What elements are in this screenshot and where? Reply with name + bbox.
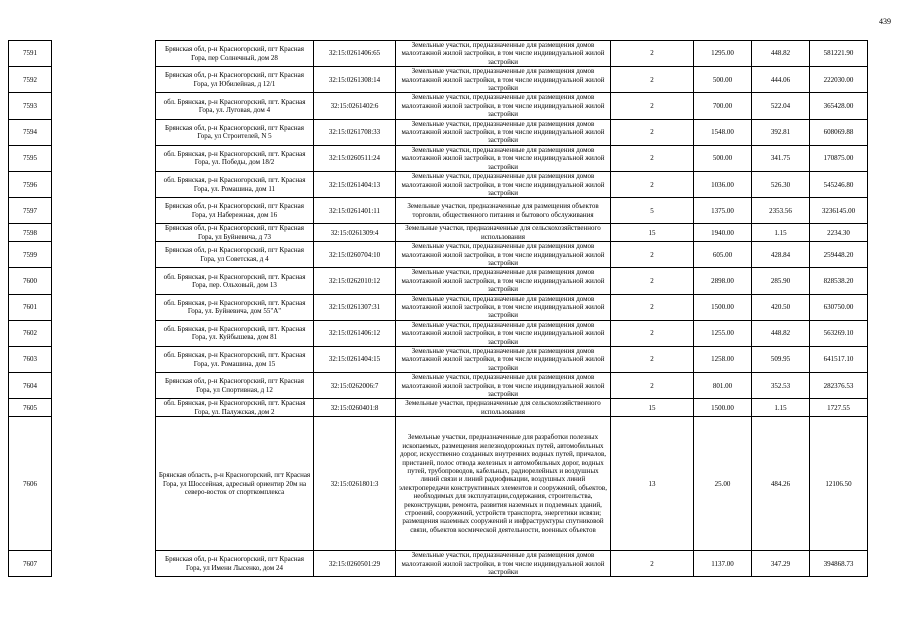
cadastral-value-cell: 1727.55 xyxy=(810,399,868,417)
cadastral-number-cell: 32:15:0262010:12 xyxy=(314,268,396,294)
cadastral-number-cell: 32:15:0261404:15 xyxy=(314,347,396,373)
land-use-cell: Земельные участки, предназначенные для размещения объектов торговли, общественного питания и бытового обслуживания xyxy=(396,198,611,224)
row-number: 7593 xyxy=(9,93,52,119)
area-cell: 1548.00 xyxy=(694,119,752,145)
table-row xyxy=(9,294,868,320)
row-number: 7596 xyxy=(9,172,52,198)
group-cell: 13 xyxy=(611,417,694,551)
area-cell: 1258.00 xyxy=(694,347,752,373)
address-cell: Брянская обл, р-н Красногорский, пгт Красная Гора, пер Солнечный, дом 28 xyxy=(156,41,314,67)
blank-gap xyxy=(52,172,156,198)
blank-gap xyxy=(52,242,156,268)
land-use-cell: Земельные участки, предназначенные для размещения домов малоэтажной жилой застройки, в том числе индивидуальной жилой застройки xyxy=(396,172,611,198)
group-cell: 2 xyxy=(611,172,694,198)
cadastral-value-cell: 563269.10 xyxy=(810,320,868,346)
cadastral-number-cell: 32:15:0260704:10 xyxy=(314,242,396,268)
group-cell: 2 xyxy=(611,242,694,268)
area-cell: 1500.00 xyxy=(694,399,752,417)
cadastral-number-cell: 32:15:0261406:12 xyxy=(314,320,396,346)
row-number: 7603 xyxy=(9,347,52,373)
cadastral-value-cell: 608069.88 xyxy=(810,119,868,145)
cadastral-value-cell: 282376.53 xyxy=(810,373,868,399)
blank-gap xyxy=(52,399,156,417)
cadastral-value-table xyxy=(8,40,868,577)
blank-gap xyxy=(52,145,156,171)
cadastral-number-cell: 32:15:0261404:13 xyxy=(314,172,396,198)
land-use-cell: Земельные участки, предназначенные для размещения домов малоэтажной жилой застройки, в том числе индивидуальной жилой застройки xyxy=(396,551,611,577)
blank-gap xyxy=(52,41,156,67)
address-cell: обл. Брянская, р-н Красногорский, пгт. Красная Гора, ул. Победы, дом 18/2 xyxy=(156,145,314,171)
blank-gap xyxy=(52,268,156,294)
blank-gap xyxy=(52,93,156,119)
area-cell: 25.00 xyxy=(694,417,752,551)
land-use-cell: Земельные участки, предназначенные для размещения домов малоэтажной жилой застройки, в том числе индивидуальной жилой застройки xyxy=(396,373,611,399)
address-cell: Брянская область, р-н Красногорский, пгт Красная Гора, ул Шоссейная, адресный ориентир 20м на северо-восток от спорткомплекса xyxy=(156,417,314,551)
area-cell: 801.00 xyxy=(694,373,752,399)
cadastral-value-cell: 170875.00 xyxy=(810,145,868,171)
area-cell: 1036.00 xyxy=(694,172,752,198)
specific-value-cell: 428.84 xyxy=(752,242,810,268)
group-cell: 2 xyxy=(611,320,694,346)
cadastral-value-cell: 222030.00 xyxy=(810,67,868,93)
cadastral-number-cell: 32:15:0261801:3 xyxy=(314,417,396,551)
specific-value-cell: 526.30 xyxy=(752,172,810,198)
blank-gap xyxy=(52,373,156,399)
cadastral-number-cell: 32:15:0261708:33 xyxy=(314,119,396,145)
row-number: 7598 xyxy=(9,224,52,242)
row-number: 7602 xyxy=(9,320,52,346)
address-cell: обл. Брянская, р-н Красногорский, пгт. Красная Гора, пер. Ольховый, дом 13 xyxy=(156,268,314,294)
group-cell: 2 xyxy=(611,551,694,577)
blank-gap xyxy=(52,551,156,577)
blank-gap xyxy=(52,347,156,373)
cadastral-number-cell: 32:15:0260501:29 xyxy=(314,551,396,577)
row-number: 7599 xyxy=(9,242,52,268)
table-row xyxy=(9,320,868,346)
blank-gap xyxy=(52,417,156,551)
address-cell: Брянская обл, р-н Красногорский, пгт Красная Гора, ул Спортивная, д 12 xyxy=(156,373,314,399)
area-cell: 1500.00 xyxy=(694,294,752,320)
land-use-cell: Земельные участки, предназначенные для размещения домов малоэтажной жилой застройки, в том числе индивидуальной жилой застройки xyxy=(396,145,611,171)
table-row xyxy=(9,145,868,171)
table-row xyxy=(9,67,868,93)
area-cell: 1137.00 xyxy=(694,551,752,577)
cadastral-number-cell: 32:15:0260401:8 xyxy=(314,399,396,417)
land-use-cell: Земельные участки, предназначенные для размещения домов малоэтажной жилой застройки, в том числе индивидуальной жилой застройки xyxy=(396,242,611,268)
table-row xyxy=(9,399,868,417)
specific-value-cell: 484.26 xyxy=(752,417,810,551)
group-cell: 15 xyxy=(611,224,694,242)
land-use-cell: Земельные участки, предназначенные для размещения домов малоэтажной жилой застройки, в том числе индивидуальной жилой застройки xyxy=(396,294,611,320)
cadastral-value-cell: 394868.73 xyxy=(810,551,868,577)
area-cell: 1255.00 xyxy=(694,320,752,346)
specific-value-cell: 2353.56 xyxy=(752,198,810,224)
specific-value-cell: 1.15 xyxy=(752,399,810,417)
row-number: 7607 xyxy=(9,551,52,577)
cadastral-value-cell: 630750.00 xyxy=(810,294,868,320)
address-cell: Брянская обл, р-н Красногорский, пгт Красная Гора, ул Имени Лысенко, дом 24 xyxy=(156,551,314,577)
group-cell: 2 xyxy=(611,268,694,294)
group-cell: 2 xyxy=(611,67,694,93)
address-cell: Брянская обл, р-н Красногорский, пгт Красная Гора, ул Буйневича, д 73 xyxy=(156,224,314,242)
group-cell: 2 xyxy=(611,93,694,119)
table-row xyxy=(9,242,868,268)
blank-gap xyxy=(52,294,156,320)
cadastral-number-cell: 32:15:0261309:4 xyxy=(314,224,396,242)
row-number: 7595 xyxy=(9,145,52,171)
group-cell: 2 xyxy=(611,294,694,320)
address-cell: Брянская обл, р-н Красногорский, пгт Красная Гора, ул Набережная, дом 16 xyxy=(156,198,314,224)
cadastral-number-cell: 32:15:0260511:24 xyxy=(314,145,396,171)
table-row xyxy=(9,417,868,551)
area-cell: 1375.00 xyxy=(694,198,752,224)
blank-gap xyxy=(52,67,156,93)
row-number: 7606 xyxy=(9,417,52,551)
table-row xyxy=(9,551,868,577)
land-use-cell: Земельные участки, предназначенные для размещения домов малоэтажной жилой застройки, в том числе индивидуальной жилой застройки xyxy=(396,320,611,346)
area-cell: 700.00 xyxy=(694,93,752,119)
table-row xyxy=(9,172,868,198)
table-row xyxy=(9,373,868,399)
area-cell: 1940.00 xyxy=(694,224,752,242)
specific-value-cell: 448.82 xyxy=(752,41,810,67)
table-row xyxy=(9,268,868,294)
row-number: 7604 xyxy=(9,373,52,399)
group-cell: 2 xyxy=(611,373,694,399)
specific-value-cell: 285.90 xyxy=(752,268,810,294)
cadastral-value-cell: 3236145.00 xyxy=(810,198,868,224)
table-row xyxy=(9,93,868,119)
area-cell: 2898.00 xyxy=(694,268,752,294)
specific-value-cell: 420.50 xyxy=(752,294,810,320)
table-row xyxy=(9,119,868,145)
specific-value-cell: 341.75 xyxy=(752,145,810,171)
group-cell: 2 xyxy=(611,119,694,145)
address-cell: обл. Брянская, р-н Красногорский, пгт. Красная Гора, ул. Ромашина, дом 15 xyxy=(156,347,314,373)
land-use-cell: Земельные участки, предназначенные для сельскохозяйственного использования xyxy=(396,399,611,417)
area-cell: 500.00 xyxy=(694,145,752,171)
address-cell: Брянская обл, р-н Красногорский, пгт Красная Гора, ул Юбилейная, д 12/1 xyxy=(156,67,314,93)
area-cell: 605.00 xyxy=(694,242,752,268)
address-cell: Брянская обл, р-н Красногорский, пгт Красная Гора, ул Советская, д 4 xyxy=(156,242,314,268)
specific-value-cell: 522.04 xyxy=(752,93,810,119)
group-cell: 2 xyxy=(611,41,694,67)
row-number: 7597 xyxy=(9,198,52,224)
table-row xyxy=(9,41,868,67)
address-cell: обл. Брянская, р-н Красногорский, пгт. Красная Гора, ул. Буйневича, дом 55"А" xyxy=(156,294,314,320)
cadastral-value-cell: 545246.80 xyxy=(810,172,868,198)
specific-value-cell: 392.81 xyxy=(752,119,810,145)
blank-gap xyxy=(52,320,156,346)
specific-value-cell: 444.06 xyxy=(752,67,810,93)
address-cell: обл. Брянская, р-н Красногорский, пгт. Красная Гора, ул. Палужская, дом 2 xyxy=(156,399,314,417)
land-use-cell: Земельные участки, предназначенные для размещения домов малоэтажной жилой застройки, в том числе индивидуальной жилой застройки xyxy=(396,268,611,294)
cadastral-number-cell: 32:15:0261401:11 xyxy=(314,198,396,224)
cadastral-value-cell: 259448.20 xyxy=(810,242,868,268)
cadastral-number-cell: 32:15:0261402:6 xyxy=(314,93,396,119)
land-use-cell: Земельные участки, предназначенные для размещения домов малоэтажной жилой застройки, в том числе индивидуальной жилой застройки xyxy=(396,347,611,373)
group-cell: 5 xyxy=(611,198,694,224)
cadastral-value-cell: 641517.10 xyxy=(810,347,868,373)
group-cell: 2 xyxy=(611,145,694,171)
cadastral-number-cell: 32:15:0262006:7 xyxy=(314,373,396,399)
land-use-cell: Земельные участки, предназначенные для размещения домов малоэтажной жилой застройки, в том числе индивидуальной жилой застройки xyxy=(396,41,611,67)
row-number: 7605 xyxy=(9,399,52,417)
address-cell: обл. Брянская, р-н Красногорский, пгт. Красная Гора, ул. Луговая, дом 4 xyxy=(156,93,314,119)
land-use-cell: Земельные участки, предназначенные для разработки полезных ископаемых, размещения железнодорожных путей, автомобильных дорог, искусственно созданных внутренних водных путей, причалов, пристаней, полос отвода железных и автомобильных дорог, водных путей, трубопроводов, кабельных, радиорелейных и воздушных линий связи и линий радиофикации, воздушных линий электропередачи конструктивных элементов и сооружений, объектов, необходимых для эксплуатации,содержания, строительства, реконструкции, ремонта, развития наземных и подземных зданий, строений, сооружений, устройств транспорта, энергетики исвязи; размещения наземных сооружений и инфраструктуры спутниковой связи, объектов космической деятельности, военных объектов xyxy=(396,417,611,551)
specific-value-cell: 352.53 xyxy=(752,373,810,399)
land-use-cell: Земельные участки, предназначенные для размещения домов малоэтажной жилой застройки, в том числе индивидуальной жилой застройки xyxy=(396,93,611,119)
specific-value-cell: 448.82 xyxy=(752,320,810,346)
specific-value-cell: 509.95 xyxy=(752,347,810,373)
cadastral-value-cell: 12106.50 xyxy=(810,417,868,551)
area-cell: 1295.00 xyxy=(694,41,752,67)
blank-gap xyxy=(52,198,156,224)
page-number: 439 xyxy=(879,17,891,26)
row-number: 7591 xyxy=(9,41,52,67)
table-row xyxy=(9,198,868,224)
blank-gap xyxy=(52,119,156,145)
specific-value-cell: 347.29 xyxy=(752,551,810,577)
cadastral-value-cell: 2234.30 xyxy=(810,224,868,242)
land-use-cell: Земельные участки, предназначенные для размещения домов малоэтажной жилой застройки, в том числе индивидуальной жилой застройки xyxy=(396,119,611,145)
cadastral-number-cell: 32:15:0261406:65 xyxy=(314,41,396,67)
land-use-cell: Земельные участки, предназначенные для сельскохозяйственного использования xyxy=(396,224,611,242)
land-use-cell: Земельные участки, предназначенные для размещения домов малоэтажной жилой застройки, в том числе индивидуальной жилой застройки xyxy=(396,67,611,93)
table-row xyxy=(9,224,868,242)
cadastral-value-cell: 828538.20 xyxy=(810,268,868,294)
group-cell: 2 xyxy=(611,347,694,373)
cadastral-number-cell: 32:15:0261308:14 xyxy=(314,67,396,93)
specific-value-cell: 1.15 xyxy=(752,224,810,242)
group-cell: 15 xyxy=(611,399,694,417)
row-number: 7594 xyxy=(9,119,52,145)
table-row xyxy=(9,347,868,373)
cadastral-number-cell: 32:15:0261307:31 xyxy=(314,294,396,320)
row-number: 7592 xyxy=(9,67,52,93)
row-number: 7601 xyxy=(9,294,52,320)
address-cell: обл. Брянская, р-н Красногорский, пгт. Красная Гора, ул. Куйбышева, дом 81 xyxy=(156,320,314,346)
row-number: 7600 xyxy=(9,268,52,294)
area-cell: 500.00 xyxy=(694,67,752,93)
address-cell: обл. Брянская, р-н Красногорский, пгт. Красная Гора, ул. Ромашина, дом 11 xyxy=(156,172,314,198)
cadastral-value-cell: 365428.00 xyxy=(810,93,868,119)
blank-gap xyxy=(52,224,156,242)
cadastral-value-cell: 581221.90 xyxy=(810,41,868,67)
address-cell: Брянская обл, р-н Красногорский, пгт Красная Гора, ул Строителей, N 5 xyxy=(156,119,314,145)
